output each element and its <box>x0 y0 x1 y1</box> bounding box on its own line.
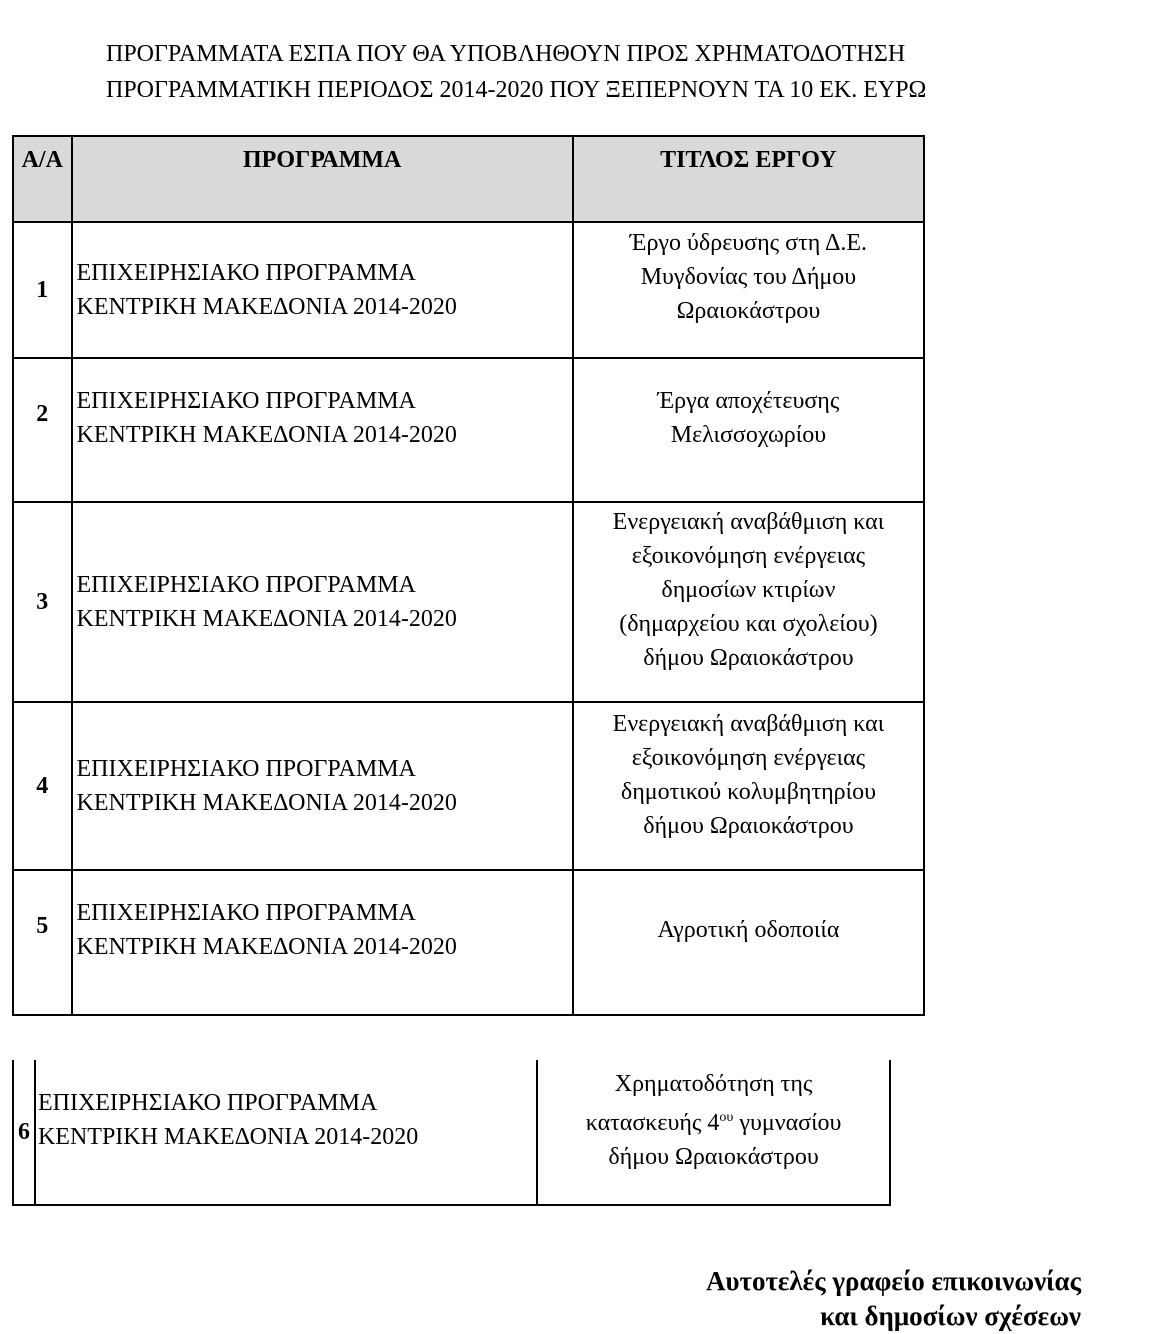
title-line: Χρηματοδότηση της <box>614 1071 813 1097</box>
program-line-2: ΚΕΝΤΡΙΚΗ ΜΑΚΕΔΟΝΙΑ 2014-2020 <box>76 934 457 960</box>
title-text: κατασκευής 4 <box>585 1110 720 1136</box>
title-line: Ωραιοκάστρου <box>676 298 821 324</box>
program-cell <box>35 1060 537 1205</box>
program-line-2: ΚΕΝΤΡΙΚΗ ΜΑΚΕΔΟΝΙΑ 2014-2020 <box>76 422 457 448</box>
program-line-1: ΕΠΙΧΕΙΡΗΣΙΑΚΟ ΠΡΟΓΡΑΜΜΑ <box>76 900 416 926</box>
column-header-program: ΠΡΟΓΡΑΜΜΑ <box>72 136 573 222</box>
title-cell <box>573 358 924 502</box>
table-row <box>13 870 924 1015</box>
title-line: Έργα αποχέτευσης <box>657 388 840 414</box>
table-row <box>13 702 924 870</box>
program-cell <box>72 502 573 702</box>
title-cell <box>573 222 924 358</box>
table-row <box>13 222 924 358</box>
program-cell <box>72 702 573 870</box>
title-text: γυμνασίου <box>733 1110 842 1136</box>
column-header-title: ΤΙΤΛΟΣ ΕΡΓΟΥ <box>573 136 924 222</box>
program-line-1: ΕΠΙΧΕΙΡΗΣΙΑΚΟ ΠΡΟΓΡΑΜΜΑ <box>76 260 416 286</box>
row-number: 2 <box>13 358 72 502</box>
title-line: (δημαρχείου και σχολείου) <box>619 611 878 637</box>
title-line: Μυγδονίας του Δήμου <box>640 264 857 290</box>
program-line-1: ΕΠΙΧΕΙΡΗΣΙΑΚΟ ΠΡΟΓΡΑΜΜΑ <box>37 1090 378 1116</box>
title-line: δήμου Ωραιοκάστρου <box>643 813 854 839</box>
projects-table-continued <box>12 1060 891 1206</box>
program-cell <box>72 222 573 358</box>
program-line-2: ΚΕΝΤΡΙΚΗ ΜΑΚΕΔΟΝΙΑ 2014-2020 <box>76 294 457 320</box>
program-cell <box>72 870 573 1015</box>
table-row <box>13 502 924 702</box>
table-header-row <box>13 136 924 222</box>
title-line: Ενεργειακή αναβάθμιση και <box>612 711 885 737</box>
title-cell <box>537 1060 890 1205</box>
table-row <box>13 358 924 502</box>
projects-table <box>12 135 925 1016</box>
title-line: εξοικονόμηση ενέργειας <box>631 543 866 569</box>
row-number: 5 <box>13 870 72 1015</box>
title-line: Ενεργειακή αναβάθμιση και <box>612 509 885 535</box>
table-row <box>13 1060 890 1205</box>
row-number: 3 <box>13 502 72 702</box>
title-line: Μελισσοχωρίου <box>670 422 827 448</box>
program-line-2: ΚΕΝΤΡΙΚΗ ΜΑΚΕΔΟΝΙΑ 2014-2020 <box>37 1124 419 1150</box>
title-line: δήμου Ωραιοκάστρου <box>643 645 854 671</box>
row-number: 1 <box>13 222 72 358</box>
title-line: Αγροτική οδοποιία <box>657 917 840 943</box>
title-cell <box>573 702 924 870</box>
row-number: 6 <box>13 1060 35 1205</box>
column-header-aa: Α/Α <box>13 136 72 222</box>
program-line-1: ΕΠΙΧΕΙΡΗΣΙΑΚΟ ΠΡΟΓΡΑΜΜΑ <box>76 572 416 598</box>
title-cell <box>573 502 924 702</box>
title-line <box>538 1101 889 1140</box>
title-line: Έργο ύδρευσης στη Δ.Ε. <box>629 230 868 256</box>
header-line-2: ΠΡΟΓΡΑΜΜΑΤΙΚΗ ΠΕΡΙΟΔΟΣ 2014-2020 ΠΟΥ ΞΕΠΕΡΝΟΥΝ ΤΑ 10 ΕΚ. ΕΥΡΩ <box>106 77 927 103</box>
footer-signature-line-1: Αυτοτελές γραφείο επικοινωνίας <box>705 1266 1081 1296</box>
program-cell <box>72 358 573 502</box>
program-line-2: ΚΕΝΤΡΙΚΗ ΜΑΚΕΔΟΝΙΑ 2014-2020 <box>76 606 457 632</box>
program-line-2: ΚΕΝΤΡΙΚΗ ΜΑΚΕΔΟΝΙΑ 2014-2020 <box>76 790 457 816</box>
program-line-1: ΕΠΙΧΕΙΡΗΣΙΑΚΟ ΠΡΟΓΡΑΜΜΑ <box>76 756 416 782</box>
header-line-1: ΠΡΟΓΡΑΜΜΑΤΑ ΕΣΠΑ ΠΟΥ ΘΑ ΥΠΟΒΛΗΘΟΥΝ ΠΡΟΣ ΧΡΗΜΑΤΟΔΟΤΗΣΗ <box>106 41 906 67</box>
title-line: εξοικονόμηση ενέργειας <box>631 745 866 771</box>
title-line: δήμου Ωραιοκάστρου <box>608 1144 819 1170</box>
title-cell <box>573 870 924 1015</box>
ordinal-superscript: ου <box>719 1110 734 1125</box>
title-line: δημοτικού κολυμβητηρίου <box>620 779 876 805</box>
footer-signature-line-2: και δημοσίων σχέσεων <box>820 1301 1081 1331</box>
program-line-1: ΕΠΙΧΕΙΡΗΣΙΑΚΟ ΠΡΟΓΡΑΜΜΑ <box>76 388 416 414</box>
row-number: 4 <box>13 702 72 870</box>
title-line: δημοσίων κτιρίων <box>661 577 836 603</box>
